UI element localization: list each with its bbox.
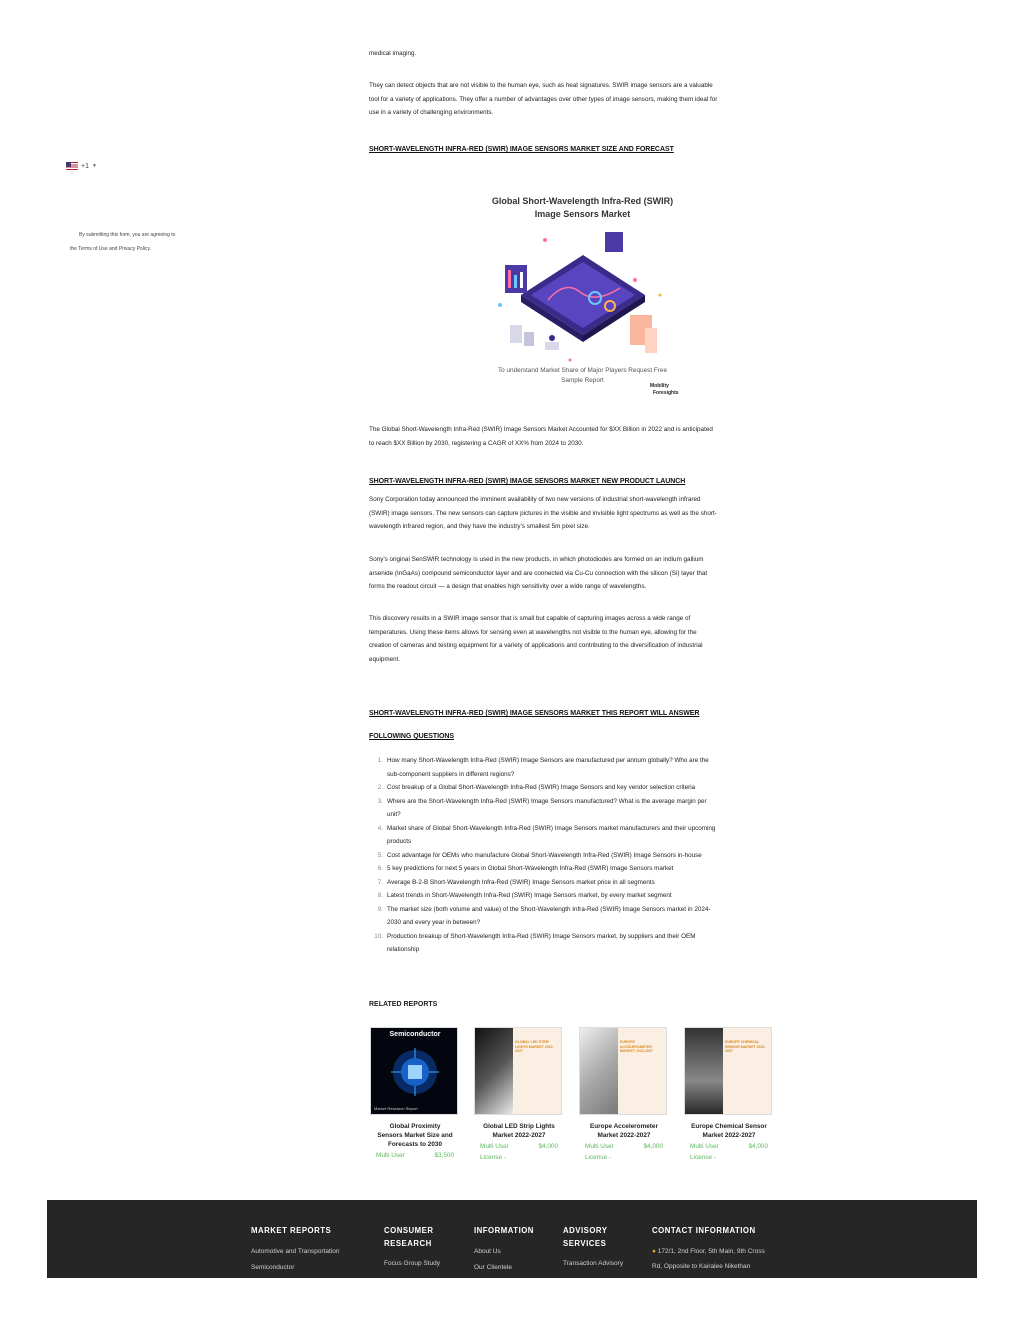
report-title-line: Europe Accelerometer — [590, 1123, 658, 1130]
question-text: unit? — [387, 811, 401, 818]
related-report-card[interactable] — [684, 1027, 774, 1162]
question-number: 10. — [374, 932, 383, 940]
question-number: 3. — [377, 797, 383, 805]
text-line: This discovery results in a SWIR image sensor that is small but capable of capturing images across a wide range of — [369, 615, 691, 622]
section-heading: SHORT-WAVELENGTH INFRA-RED (SWIR) IMAGE SENSORS MARKET NEW PRODUCT LAUNCH — [369, 478, 686, 485]
question-number — [369, 943, 387, 957]
footer-col-advisory — [563, 1224, 623, 1271]
question-text: The market size (both volume and value) of the Short-Wavelength Infra-Red (SWIR) Image Sensors market in 2024- — [387, 905, 711, 913]
question-number: 5. — [377, 851, 383, 859]
footer-link[interactable]: Our Clientele — [474, 1264, 512, 1271]
footer-col-information — [474, 1224, 534, 1275]
text-line: creation of cameras and testing equipment for a variety of applications and contributing to the diversification of industrial — [369, 642, 703, 649]
section-heading: FOLLOWING QUESTIONS — [369, 733, 454, 740]
text-line: tool for a variety of applications. They offer a number of advantages over other types of image sensors, making them ideal for — [369, 95, 718, 103]
report-price-row — [684, 1142, 774, 1151]
question-item — [369, 903, 779, 917]
question-item — [369, 835, 779, 849]
report-thumbnail[interactable] — [474, 1027, 562, 1115]
site-footer — [47, 1200, 977, 1278]
question-item — [369, 808, 779, 822]
report-title[interactable] — [370, 1122, 460, 1149]
question-text: sub-component suppliers in different regions? — [387, 770, 515, 778]
thumbnail-title: GLOBAL LED STRIP LIGHTS MARKET 2022-2027 — [515, 1040, 554, 1053]
report-title-line: Sensors Market Size and — [377, 1132, 453, 1139]
question-item — [369, 916, 779, 930]
question-number: 7. — [377, 878, 383, 886]
question-item — [369, 889, 779, 903]
chip-icon — [371, 1028, 458, 1115]
report-price: $4,000 — [748, 1143, 768, 1150]
report-price: $4,000 — [538, 1143, 558, 1150]
section-heading: SHORT-WAVELENGTH INFRA-RED (SWIR) IMAGE SENSORS MARKET SIZE AND FORECAST — [369, 146, 674, 153]
paragraph — [369, 423, 774, 450]
paragraph — [369, 79, 774, 120]
footer-col-contact — [652, 1224, 765, 1274]
footer-address — [652, 1244, 765, 1259]
country-code-selector[interactable] — [66, 162, 97, 170]
question-text: relationship — [387, 946, 420, 953]
report-title-line: Market 2022-2027 — [597, 1132, 651, 1139]
thumbnail-footer: Market Research Report — [374, 1106, 418, 1111]
question-text: How many Short-Wavelength Infra-Red (SWIR) Image Sensors are manufactured per annum globally? Who are the — [387, 757, 709, 764]
question-number — [369, 768, 387, 782]
logo-line: Mobility — [650, 383, 669, 389]
thumbnail-title: EUROPE ACCELEROMETER MARKET 2022-2027 — [620, 1040, 653, 1053]
question-number: 1. — [377, 757, 383, 764]
led-strip-image — [475, 1028, 513, 1115]
report-title-line: Forecasts to 2030 — [388, 1141, 442, 1148]
chemical-sensor-image — [685, 1028, 723, 1115]
paragraph — [369, 553, 774, 594]
paragraph — [369, 612, 774, 666]
question-text: Cost breakup of a Global Short-Wavelength Infra-Red (SWIR) Image Sensors and key vendor selection criteria — [387, 784, 696, 791]
report-thumbnail[interactable] — [579, 1027, 667, 1115]
text-line: Sony Corporation today announced the imminent availability of two new versions of industrial short-wavelength infrared — [369, 496, 701, 503]
question-item — [369, 943, 779, 957]
footer-col-market-reports — [251, 1224, 340, 1275]
question-item — [369, 849, 779, 863]
report-price-row — [474, 1142, 564, 1151]
questions-list — [369, 754, 779, 957]
paragraph: medical imaging. — [369, 50, 417, 57]
caption-line: Sample Report — [561, 376, 604, 384]
paragraph — [369, 493, 774, 534]
related-report-card[interactable] — [474, 1027, 564, 1162]
text-line: (SWIR) image sensors. The new sensors can capture pictures in the visible and invisible light spectrums as well as the short- — [369, 509, 717, 517]
question-item — [369, 795, 779, 809]
section-heading: SHORT-WAVELENGTH INFRA-RED (SWIR) IMAGE SENSORS MARKET THIS REPORT WILL ANSWER — [369, 710, 700, 717]
question-text: Cost advantage for OEMs who manufacture Global Short-Wavelength Infra-Red (SWIR) Image Sensors in-house — [387, 851, 702, 859]
text-line: The Global Short-Wavelength Infra-Red (SWIR) Image Sensors Market Accounted for $XX Billion in 2022 and is anticipated — [369, 426, 713, 433]
footer-heading: RESEARCH — [384, 1239, 432, 1248]
text-line: temperatures. Using these items allows for sensing even at wavelengths not visible to the human eye, allowing for the — [369, 628, 697, 636]
text-line: arsenide (InGaAs) compound semiconductor layer and are connected via Cu-Cu connection with the silicon (Si) layer that — [369, 569, 708, 577]
address-line: 172/1, 2nd Floor, 5th Main, 9th Cross — [657, 1248, 765, 1255]
infographic-title-line: Image Sensors Market — [534, 208, 631, 219]
footer-heading: INFORMATION — [474, 1226, 534, 1235]
question-number: 8. — [377, 892, 383, 899]
footer-link[interactable]: Focus Group Study — [384, 1260, 440, 1267]
us-flag-icon — [66, 162, 78, 170]
license-type: Multi User — [585, 1143, 614, 1150]
report-title-line: Europe Chemical Sensor — [691, 1123, 767, 1130]
license-type: Multi User — [690, 1143, 719, 1150]
report-thumbnail[interactable] — [684, 1027, 772, 1115]
country-code: +1 — [81, 162, 89, 170]
license-label: License - — [585, 1154, 611, 1161]
chevron-down-icon: ▼ — [91, 163, 97, 169]
related-reports-heading: RELATED REPORTS — [369, 1001, 438, 1008]
text-line: wavelength infrared region, and they have the industry’s smallest 5m pixel size. — [369, 523, 590, 530]
text-line: Sony’s original SenSWIR technology is used in the new products, in which photodiodes are formed on an indium gallium — [369, 556, 704, 563]
footer-link[interactable]: About Us — [474, 1248, 501, 1255]
related-report-card[interactable] — [579, 1027, 669, 1162]
report-price: $4,000 — [643, 1143, 663, 1150]
question-item — [369, 876, 779, 890]
license-label: License - — [690, 1154, 716, 1161]
question-number: 2. — [377, 784, 383, 791]
infographic-title-line: Global Short-Wavelength Infra-Red (SWIR) — [491, 196, 674, 206]
question-item — [369, 781, 779, 795]
question-number: 6. — [377, 865, 383, 872]
question-item — [369, 822, 779, 836]
report-title[interactable] — [684, 1122, 774, 1140]
question-text: products — [387, 838, 412, 845]
question-number: 4. — [377, 824, 383, 832]
logo-line: Foresights — [653, 389, 679, 396]
question-text: Average B-2-B Short-Wavelength Infra-Red (SWIR) Image Sensors market price in all segments — [387, 878, 655, 886]
question-text: 2030 and every year in between? — [387, 919, 481, 926]
footer-link[interactable]: Transaction Advisory — [563, 1260, 624, 1267]
question-number — [369, 916, 387, 930]
question-text: Latest trends in Short-Wavelength Infra-Red (SWIR) Image Sensors market, by every market segment — [387, 892, 672, 899]
report-thumbnail[interactable] — [370, 1027, 458, 1115]
consent-text — [70, 229, 190, 256]
report-title-line: Market 2022-2027 — [702, 1132, 756, 1139]
location-pin-icon: ● — [652, 1248, 656, 1255]
footer-link[interactable]: Automotive and Transportation — [251, 1248, 340, 1255]
license-type: Multi User — [480, 1143, 509, 1150]
text-line: forms the readout circuit — a design that enables high sensitivity over a wide range of wavelengths. — [369, 583, 647, 590]
license-label: License - — [480, 1154, 506, 1161]
footer-link[interactable]: Semiconductor — [251, 1264, 295, 1271]
question-number: 9. — [377, 905, 383, 913]
question-item — [369, 768, 779, 782]
footer-heading: SERVICES — [563, 1239, 607, 1248]
footer-heading: MARKET REPORTS — [251, 1226, 332, 1235]
report-price-row — [579, 1142, 669, 1151]
text-line: to reach $XX Billion by 2030, registering a CAGR of XX% from 2024 to 2030. — [369, 439, 584, 447]
question-item — [369, 930, 779, 944]
text-line: equipment. — [369, 655, 401, 663]
related-report-card[interactable] — [370, 1027, 460, 1160]
caption-line: To understand Market Share of Major Players Request Free — [497, 367, 668, 374]
question-text: Production breakup of Short-Wavelength Infra-Red (SWIR) Image Sensors market, by suppliers and their OEM — [387, 932, 696, 940]
consent-line: the Terms of Use and Privacy Policy. — [70, 245, 151, 252]
footer-heading: ADVISORY — [563, 1226, 608, 1235]
question-text: Market share of Global Short-Wavelength Infra-Red (SWIR) Image Sensors market manufacturers and their upcoming — [387, 824, 716, 832]
report-title-line: Global LED Strip Lights — [483, 1123, 555, 1130]
mobility-foresights-logo — [650, 383, 679, 396]
text-line: use in a variety of challenging environments. — [369, 109, 494, 116]
report-title-line: Market 2022-2027 — [492, 1132, 546, 1139]
question-text: Where are the Short-Wavelength Infra-Red (SWIR) Image Sensors manufactured? What is the average margin per — [387, 797, 707, 805]
footer-col-consumer-research — [384, 1224, 440, 1271]
infographic-title — [470, 195, 695, 220]
question-text: 5 key predictions for next 5 years in Global Short-Wavelength Infra-Red (SWIR) Image Sensors market — [387, 865, 674, 872]
report-price-row — [370, 1151, 460, 1160]
question-item — [369, 862, 779, 876]
thumbnail-title: Semiconductor — [389, 1031, 441, 1038]
question-item — [369, 754, 779, 768]
footer-heading: CONSUMER — [384, 1226, 434, 1235]
footer-heading: CONTACT INFORMATION — [652, 1226, 756, 1235]
question-number — [369, 835, 387, 849]
report-title[interactable] — [474, 1122, 564, 1140]
address-line: Rd, Opposite to Kairalee Nikethan — [652, 1263, 751, 1270]
text-line: They can detect objects that are not visible to the human eye, such as heat signatures. SWIR image sensors are a valuable — [369, 82, 713, 89]
market-infographic — [470, 190, 695, 405]
report-title[interactable] — [579, 1122, 669, 1140]
accelerometer-image — [580, 1028, 618, 1115]
question-number — [369, 808, 387, 822]
report-price: $3,500 — [434, 1152, 454, 1159]
thumbnail-title: EUROPE CHEMICAL SENSOR MARKET 2022-2027 — [725, 1040, 766, 1053]
license-type: Multi User — [376, 1152, 405, 1159]
consent-line: By submitting this form, you are agreeing to — [79, 232, 176, 238]
report-title-line: Global Proximity — [389, 1123, 441, 1130]
